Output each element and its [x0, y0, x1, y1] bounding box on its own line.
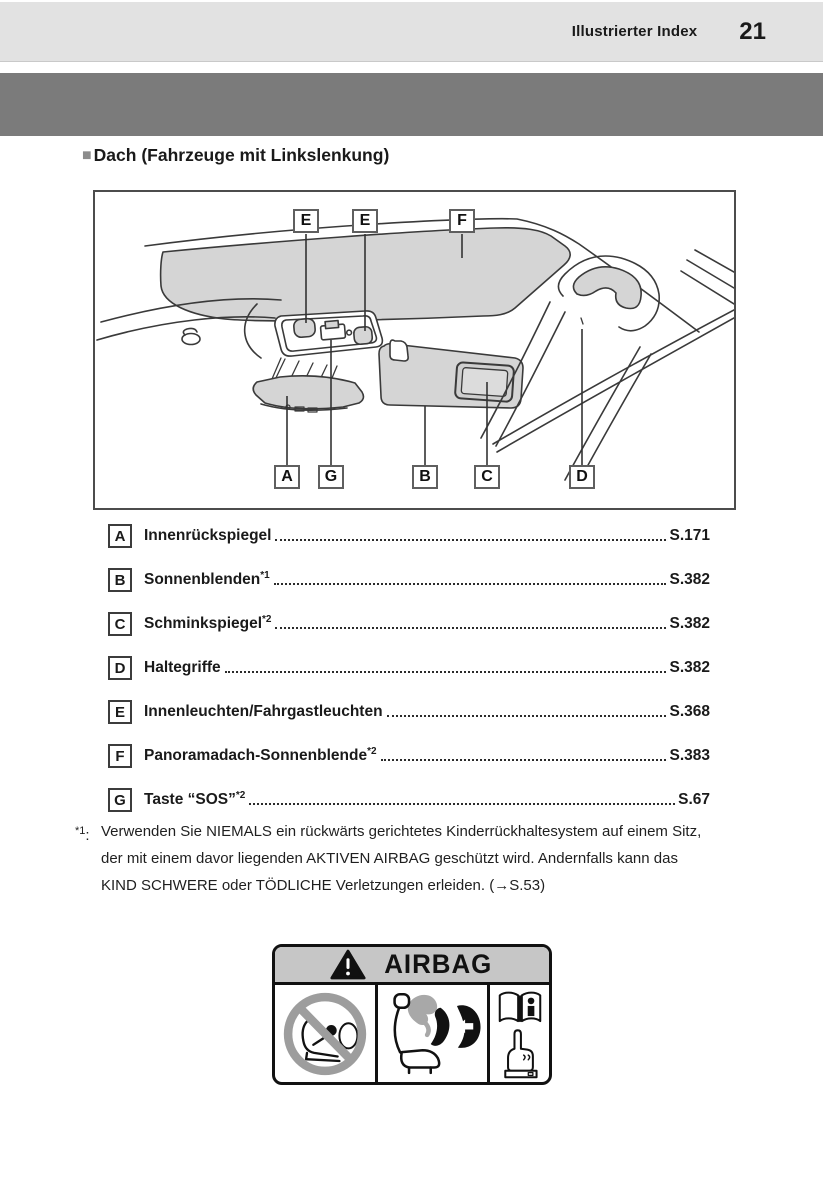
section-bullet-icon: ■	[82, 146, 92, 164]
item-letter-badge: F	[108, 744, 132, 768]
item-label: Haltegriffe	[144, 659, 221, 677]
item-label: Taste “SOS”	[144, 791, 236, 809]
chapter-band	[0, 73, 823, 136]
list-item	[108, 656, 710, 680]
callout-E1: E	[293, 209, 319, 233]
item-label: Innenleuchten/Fahrgastleuchten	[144, 703, 383, 721]
callout-D: D	[569, 465, 595, 489]
dotted-leader	[225, 671, 667, 673]
list-item	[108, 568, 710, 592]
header-section-title: Illustrierter Index	[571, 23, 698, 40]
item-footnote-ref: *1	[260, 570, 270, 582]
airbag-label-header	[275, 947, 549, 985]
read-manual-icon	[490, 985, 549, 1082]
item-page-ref: S.368	[669, 703, 710, 720]
dotted-leader	[275, 627, 666, 629]
item-label: Innenrückspiegel	[144, 527, 272, 545]
list-item	[108, 788, 710, 812]
item-page-ref: S.382	[669, 659, 710, 676]
roof-diagram	[93, 190, 736, 510]
callout-C: C	[474, 465, 500, 489]
item-page-ref: S.382	[669, 615, 710, 632]
item-footnote-ref: *2	[235, 790, 246, 802]
callout-A: A	[274, 465, 300, 489]
item-letter-badge: C	[108, 612, 132, 636]
footnote	[75, 818, 745, 899]
item-footnote-ref: *2	[262, 614, 272, 626]
footnote-line: Verwenden Sie NIEMALS ein rückwärts gerichtetes Kinderrückhaltesystem auf einem Sitz,	[101, 823, 702, 840]
dotted-leader	[381, 759, 667, 761]
item-letter-badge: G	[108, 788, 132, 812]
item-letter-badge: D	[108, 656, 132, 680]
item-letter-badge: E	[108, 700, 132, 724]
dotted-leader	[274, 583, 667, 585]
list-item	[108, 744, 710, 768]
list-item	[108, 700, 710, 724]
item-label: Sonnenblenden	[144, 571, 261, 589]
index-list	[108, 524, 710, 832]
footnote-line: KIND SCHWERE oder TÖDLICHE Verletzungen erleiden. (→S.53)	[101, 877, 546, 894]
item-letter-badge: A	[108, 524, 132, 548]
callout-F: F	[449, 209, 475, 233]
callout-B: B	[412, 465, 438, 489]
item-page-ref: S.171	[669, 527, 710, 544]
callout-E2: E	[352, 209, 378, 233]
item-letter-badge: B	[108, 568, 132, 592]
airbag-deployment-icon	[378, 985, 490, 1082]
footnote-text	[75, 818, 745, 899]
airbag-warning-label	[272, 944, 552, 1085]
airbag-label-title: AIRBAG	[384, 949, 492, 979]
header-page-number: 21	[739, 17, 766, 45]
item-page-ref: S.67	[678, 791, 710, 808]
list-item	[108, 612, 710, 636]
section-title: Dach (Fahrzeuge mit Linkslenkung)	[93, 145, 390, 165]
section-heading	[82, 145, 389, 166]
list-item	[108, 524, 710, 548]
dotted-leader	[387, 715, 667, 717]
item-page-ref: S.382	[669, 571, 710, 588]
no-rearfacing-child-seat-icon	[275, 985, 378, 1082]
dotted-leader	[249, 803, 675, 805]
item-label: Panoramadach-Sonnenblende	[144, 747, 368, 765]
page-header	[0, 2, 823, 62]
footnote-marker: $^{*1}$:	[75, 825, 90, 844]
item-page-ref: S.383	[669, 747, 710, 764]
item-footnote-ref: *2	[367, 746, 377, 758]
roof-illustration	[95, 192, 734, 508]
footnote-line: der mit einem davor liegenden AKTIVEN AIRBAG geschützt wird. Andernfalls kann das	[101, 850, 678, 867]
callout-G: G	[318, 465, 344, 489]
item-label: Schminkspiegel	[144, 615, 263, 633]
airbag-label-panels	[275, 985, 549, 1082]
warning-triangle-icon	[330, 949, 366, 980]
dotted-leader	[275, 539, 666, 541]
